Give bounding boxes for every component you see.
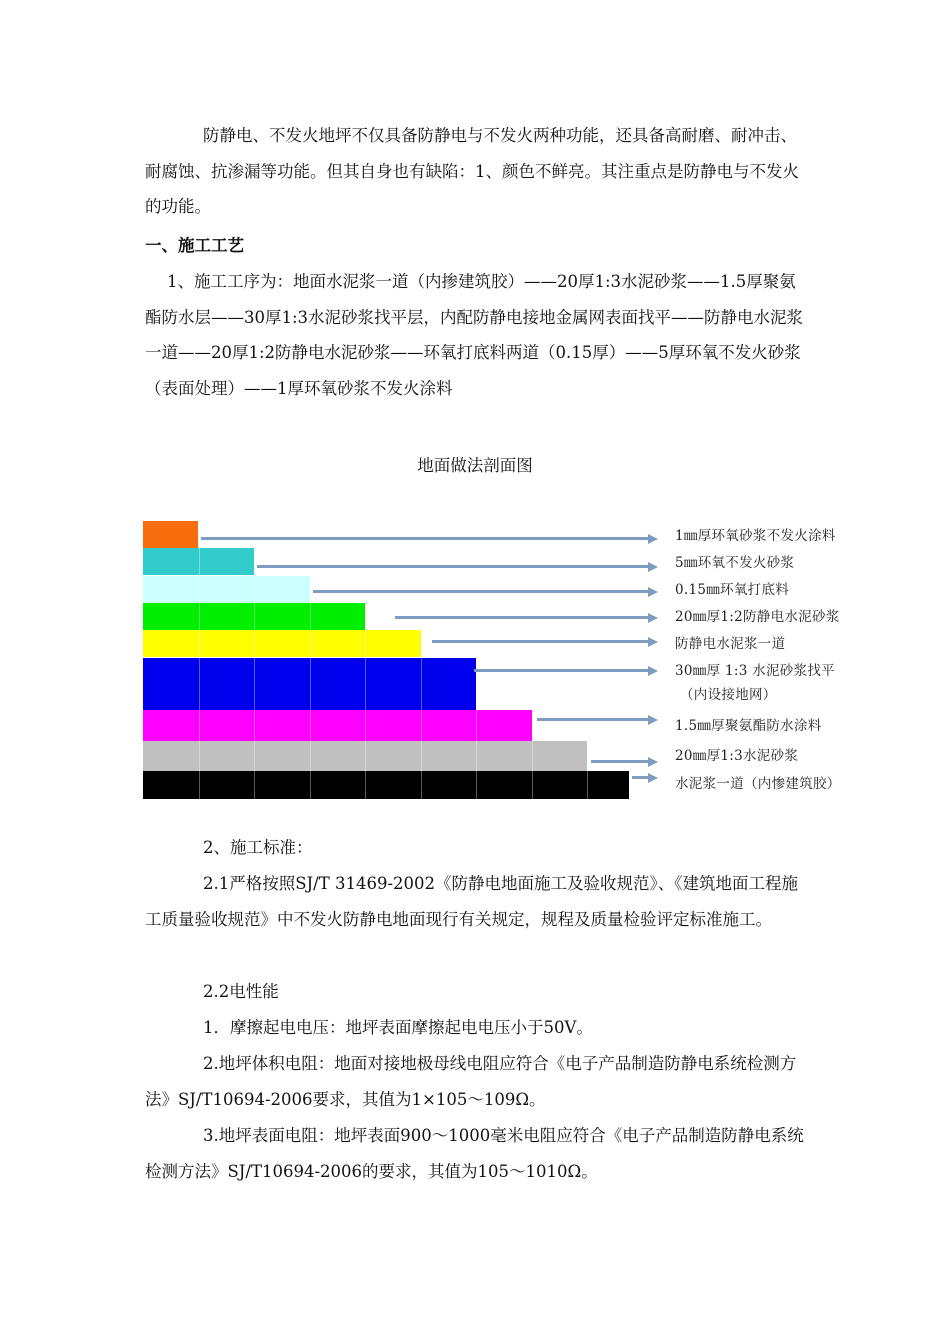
- figure-title: 地面做法剖面图: [417, 456, 533, 475]
- standards-heading: 2、施工标准：: [203, 838, 313, 857]
- section-layer-8: [143, 741, 587, 771]
- layer-label: 0.15㎜环氧打底料: [675, 582, 790, 598]
- layer-grid-line: [199, 548, 200, 575]
- layer-label: 1㎜厚环氧砂浆不发火涂料: [675, 528, 836, 544]
- layer-label: 30㎜厚 1:3 水泥砂浆找平: [675, 663, 835, 679]
- electrical-item-3: 3.地坪表面电阻：地坪表面900～1000毫米电阻应符合《电子产品制造防静电系统检测方法》SJ/T10694-2006的要求，其值为105～1010Ω。: [145, 1126, 804, 1181]
- standards-paragraph-2-2: 2.2电性能: [203, 982, 279, 1001]
- layer-pointer-line: [474, 669, 648, 672]
- layer-pointer-line: [201, 537, 648, 540]
- layer-label: （内设接地网）: [680, 687, 777, 703]
- layer-pointer-line: [591, 760, 648, 763]
- layer-grid-line: [532, 771, 533, 799]
- layer-grid-line: [310, 630, 311, 657]
- layer-grid-line: [365, 710, 366, 741]
- layer-grid-line: [199, 603, 200, 630]
- layer-pointer-line: [395, 616, 648, 619]
- layer-grid-line: [421, 658, 422, 710]
- layer-pointer-line: [432, 640, 648, 643]
- layer-grid-line: [199, 630, 200, 657]
- layer-grid-line: [421, 741, 422, 771]
- section-layer-1: [143, 521, 198, 548]
- layer-grid-line: [310, 603, 311, 630]
- arrow-head-icon: [648, 715, 658, 725]
- layer-grid-line: [199, 710, 200, 741]
- arrow-head-icon: [648, 666, 658, 676]
- section-layer-3: [143, 576, 310, 603]
- arrow-head-icon: [648, 562, 658, 572]
- section-layer-9: [143, 771, 629, 799]
- layer-label: 20㎜厚1:2防静电水泥砂浆: [675, 609, 840, 625]
- layer-grid-line: [476, 771, 477, 799]
- layer-grid-line: [421, 771, 422, 799]
- intro-paragraph: 防静电、不发火地坪不仅具备防静电与不发火两种功能，还具备高耐磨、耐冲击、耐腐蚀、抗渗漏等功能。但其自身也有缺陷：1、颜色不鲜亮。其注重点是防静电与不发火的功能。: [145, 126, 799, 216]
- standards-paragraph-2-1: 2.1严格按照SJ/T 31469-2002《防静电地面施工及验收规范》、《建筑地面工程施工质量验收规范》中不发火防静电地面现行有关规定，规程及质量检验评定标准施工。: [145, 874, 799, 929]
- layer-grid-line: [199, 658, 200, 710]
- layer-grid-line: [310, 741, 311, 771]
- electrical-item-2: 2.地坪体积电阻：地面对接地极母线电阻应符合《电子产品制造防静电系统检测方法》SJ/T10694-2006要求，其值为1×105～109Ω。: [145, 1054, 797, 1109]
- arrow-head-icon: [648, 534, 658, 544]
- layer-grid-line: [254, 741, 255, 771]
- arrow-head-icon: [648, 757, 658, 767]
- layer-grid-line: [254, 603, 255, 630]
- layer-grid-line: [365, 771, 366, 799]
- section-layer-7: [143, 710, 532, 741]
- layer-grid-line: [310, 710, 311, 741]
- layer-grid-line: [199, 576, 200, 603]
- layer-grid-line: [310, 771, 311, 799]
- electrical-item-1: 1．摩擦起电电压：地坪表面摩擦起电电压小于50V。: [203, 1018, 593, 1037]
- layer-grid-line: [199, 741, 200, 771]
- layer-grid-line: [421, 710, 422, 741]
- layer-label: 水泥浆一道（内惨建筑胶）: [675, 776, 841, 792]
- layer-grid-line: [476, 741, 477, 771]
- section-layer-2: [143, 548, 254, 575]
- layer-pointer-line: [632, 776, 648, 779]
- section-layer-4: [143, 603, 365, 630]
- layer-grid-line: [587, 771, 588, 799]
- layer-pointer-line: [313, 590, 648, 593]
- layer-grid-line: [365, 658, 366, 710]
- layer-grid-line: [254, 658, 255, 710]
- construction-sequence-paragraph: 1、施工工序为：地面水泥浆一道（内掺建筑胶）——20厚1:3水泥砂浆——1.5厚聚氨酯防水层——30厚1:3水泥砂浆找平层，内配防静电接地金属网表面找平——防静电水泥浆一道——20厚1:2防静电水泥砂浆——环氧打底料两道（0.15厚）——5厚环氧不发火砂浆（表面处理）——1厚环氧砂浆不发火涂料: [145, 272, 804, 398]
- layer-grid-line: [365, 630, 366, 657]
- layer-label: 1.5㎜厚聚氨酯防水涂料: [675, 718, 822, 734]
- layer-grid-line: [254, 710, 255, 741]
- layer-pointer-line: [537, 718, 648, 721]
- layer-pointer-line: [257, 565, 648, 568]
- arrow-head-icon: [648, 773, 658, 783]
- layer-grid-line: [254, 576, 255, 603]
- section-heading-construction: 一、施工工艺: [145, 236, 244, 255]
- layer-label: 防静电水泥浆一道: [675, 636, 786, 652]
- layer-grid-line: [199, 771, 200, 799]
- section-layer-6: [143, 658, 476, 710]
- layer-grid-line: [254, 630, 255, 657]
- layer-label: 5㎜环氧不发火砂浆: [675, 555, 795, 571]
- layer-grid-line: [476, 710, 477, 741]
- layer-label: 20㎜厚1:3水泥砂浆: [675, 748, 799, 764]
- layer-grid-line: [532, 741, 533, 771]
- arrow-head-icon: [648, 587, 658, 597]
- arrow-head-icon: [648, 613, 658, 623]
- layer-grid-line: [310, 658, 311, 710]
- layer-grid-line: [254, 771, 255, 799]
- section-layer-5: [143, 630, 421, 657]
- arrow-head-icon: [648, 637, 658, 647]
- layer-grid-line: [365, 741, 366, 771]
